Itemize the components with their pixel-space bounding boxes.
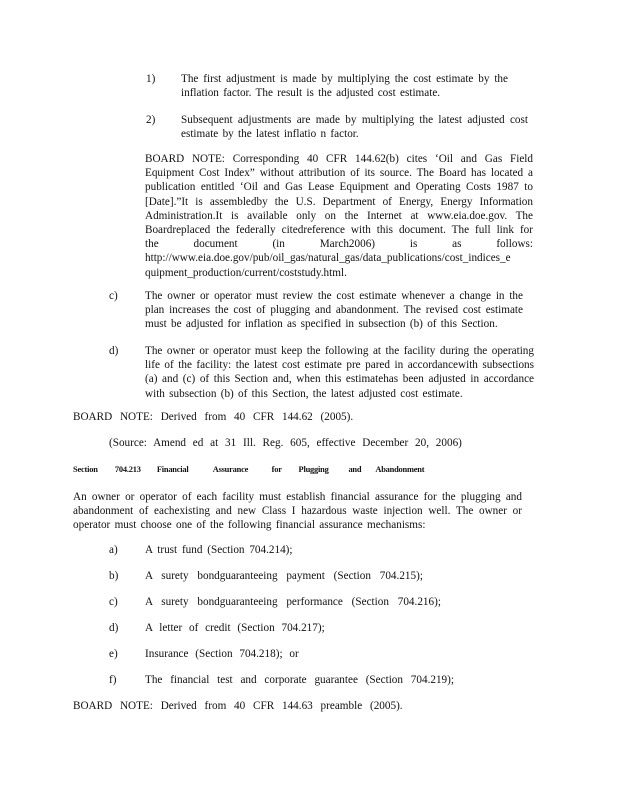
section-number: 704.213: [114, 465, 141, 474]
list-item-text: A letter of credit (Section 704.217);: [145, 622, 325, 634]
item-text: Subsequent adjustments are made by multiplying the latest adjusted cost estimate by the latest inflatio n factor.: [181, 114, 528, 141]
item-text: The first adjustment is made by multiplying the cost estimate by the inflation factor. The result is the adjusted cost estimate.: [181, 73, 508, 100]
item-text: The owner or operator must review the cost estimate whenever a change in the plan increases the cost of plugging and abandonment. The revised cost estimate must be adjusted for inflation as specified in subsection (b) of this Section.: [145, 290, 523, 331]
intro-paragraph: An owner or operator of each facility must establish financial assurance for the plugging and abandonment of eachexisting and new Class I hazardous waste injection well. The owner or operator must choose one of the following financial assurance mechanisms:: [73, 491, 522, 532]
list-item-text: Insurance (Section 704.218); or: [145, 648, 299, 660]
list-item-text: A surety bondguaranteeing payment (Section 704.215);: [145, 570, 423, 582]
list-item-number: c): [109, 596, 118, 608]
board-note: BOARD NOTE: Corresponding 40 CFR 144.62(b) cites ‘Oil and Gas Field Equipment Cost Index” without attribution of its source. The Board has located a publication entitled ‘Oil and Gas Lease Equipment and Operating Costs 1987 to [Date].”It is assembledby the U.S. Department of Energy, Energy Information Administration.It is available only on the Internet at www.eia.doe.gov. The Boardreplaced the federally citedreference with this document. The full link for the document (in March2006) is as follows: http://www.eia.doe.gov/pub/oil_gas/natural_gas/data_publications/cost_indices_e quipment_production/current/coststudy.html.: [145, 153, 533, 279]
item-number: 2): [146, 114, 156, 126]
board-note: BOARD NOTE: Derived from 40 CFR 144.63 preamble (2005).: [73, 700, 403, 712]
section-title-word: Assurance: [212, 465, 249, 474]
section-label: Section: [73, 465, 98, 474]
section-heading: [73, 465, 424, 474]
section-title-word: Abandonment: [375, 465, 425, 474]
list-item-number: a): [109, 544, 118, 556]
item-number: d): [109, 345, 119, 357]
section-title-word: Financial: [156, 465, 189, 474]
list-item-number: b): [109, 570, 119, 582]
section-title-word: Plugging: [298, 465, 329, 474]
list-item-text: A surety bondguaranteeing performance (Section 704.216);: [145, 596, 441, 608]
list-item-text: A trust fund (Section 704.214);: [145, 544, 293, 556]
board-note: BOARD NOTE: Derived from 40 CFR 144.62 (2005).: [73, 411, 354, 423]
section-title-word: for: [271, 465, 282, 474]
item-text: The owner or operator must keep the following at the facility during the operating life of the facility: the latest cost estimate pre pared in accordancewith subsections (a) and (c) of this Section and, when this estimatehas been adjusted in accordance with subsection (b) of this Section, the latest adjusted cost estimate.: [145, 345, 534, 400]
list-item-number: e): [109, 648, 118, 660]
section-title-word: and: [348, 465, 362, 474]
item-number: c): [109, 290, 118, 302]
list-item-text: The financial test and corporate guarantee (Section 704.219);: [145, 674, 454, 686]
item-number: 1): [146, 73, 156, 85]
list-item-number: f): [109, 674, 117, 686]
source-note: (Source: Amend ed at 31 Ill. Reg. 605, effective December 20, 2006): [109, 437, 462, 449]
list-item-number: d): [109, 622, 119, 634]
